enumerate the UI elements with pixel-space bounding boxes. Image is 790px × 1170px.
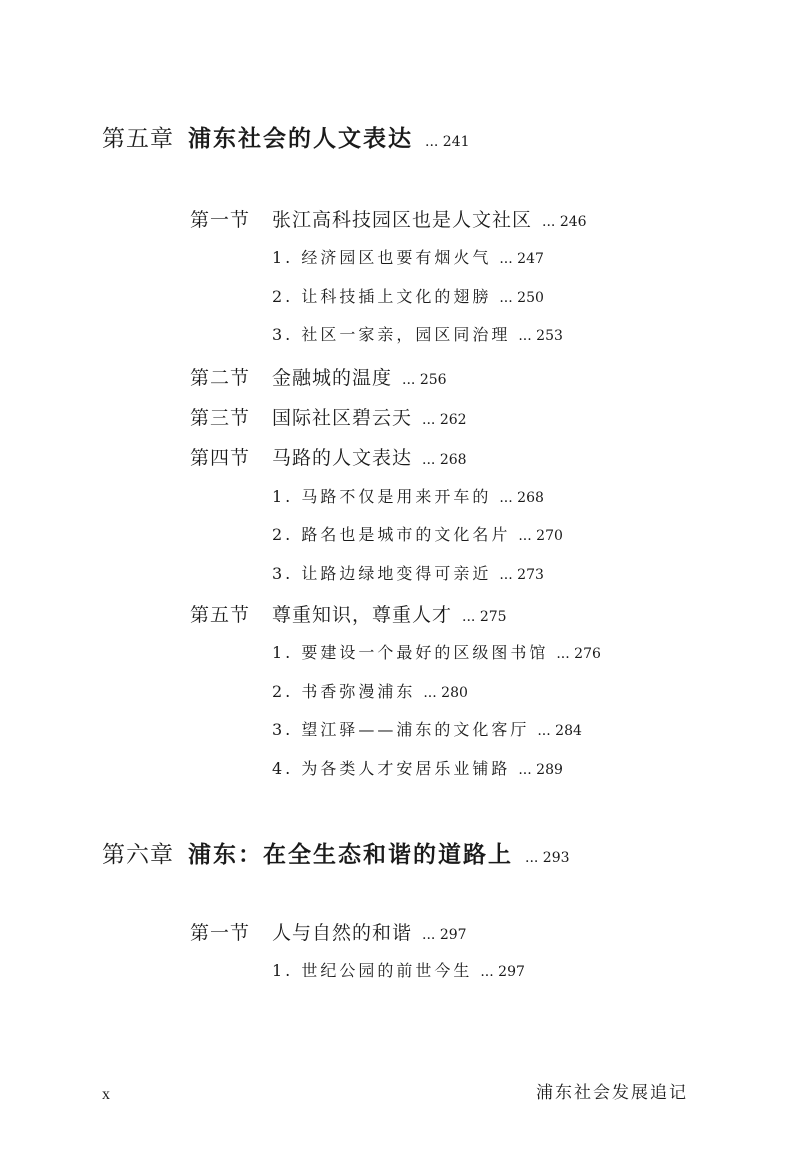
page-number: ... 293 <box>525 850 570 866</box>
section-number: 第四节 <box>190 447 251 469</box>
page-number: ... 297 <box>480 964 525 980</box>
page-number: ... 289 <box>518 762 563 778</box>
toc-item <box>272 484 544 507</box>
toc-item <box>272 322 563 345</box>
section-title: 金融城的温度 <box>272 367 393 389</box>
toc-item <box>272 284 544 307</box>
toc-item <box>272 679 468 702</box>
page-number: ... 262 <box>422 412 467 428</box>
item-title: 2. 路名也是城市的文化名片 <box>272 525 511 544</box>
toc-item <box>272 522 563 545</box>
section-title: 人与自然的和谐 <box>272 922 413 944</box>
page-number: ... 276 <box>556 646 601 662</box>
toc-item <box>272 561 544 584</box>
item-title: 3. 让路边绿地变得可亲近 <box>272 564 492 583</box>
running-footer-book-title: 浦东社会发展追记 <box>536 1083 688 1103</box>
toc-chapter <box>102 836 570 869</box>
page-number: ... 268 <box>499 490 544 506</box>
item-title: 4. 为各类人才安居乐业铺路 <box>272 759 511 778</box>
toc-item <box>272 245 544 268</box>
section-title: 国际社区碧云天 <box>272 407 413 429</box>
chapter-title: 浦东社会的人文表达 <box>188 126 413 152</box>
item-title: 3. 社区一家亲，园区同治理 <box>272 325 511 344</box>
page-number: ... 247 <box>499 251 544 267</box>
toc-chapter <box>102 120 470 153</box>
toc-section <box>190 918 467 945</box>
chapter-number: 第六章 <box>102 842 174 868</box>
toc-section <box>190 363 447 390</box>
section-title: 马路的人文表达 <box>272 447 413 469</box>
page-number: ... 268 <box>422 452 467 468</box>
toc-section <box>190 205 587 232</box>
page-number: ... 270 <box>518 528 563 544</box>
item-title: 1. 要建设一个最好的区级图书馆 <box>272 643 549 662</box>
section-number: 第一节 <box>190 209 251 231</box>
toc-section <box>190 600 507 627</box>
page-number: ... 246 <box>542 214 587 230</box>
item-title: 1. 世纪公园的前世今生 <box>272 961 473 980</box>
item-title: 2. 书香弥漫浦东 <box>272 682 416 701</box>
page-number: ... 275 <box>462 609 507 625</box>
section-number: 第三节 <box>190 407 251 429</box>
section-title: 张江高科技园区也是人文社区 <box>272 209 533 231</box>
toc-section <box>190 443 467 470</box>
item-title: 1. 马路不仅是用来开车的 <box>272 487 492 506</box>
page-number: ... 284 <box>537 723 582 739</box>
page-number: ... 297 <box>422 927 467 943</box>
section-number: 第二节 <box>190 367 251 389</box>
chapter-number: 第五章 <box>102 126 174 152</box>
page-number: ... 273 <box>499 567 544 583</box>
page-number: ... 280 <box>423 685 468 701</box>
page-number: ... 250 <box>499 290 544 306</box>
page-number: ... 241 <box>425 134 470 150</box>
section-number: 第五节 <box>190 604 251 626</box>
item-title: 3. 望江驿——浦东的文化客厅 <box>272 720 530 739</box>
chapter-title: 浦东：在全生态和谐的道路上 <box>188 842 513 868</box>
page-number: ... 253 <box>518 328 563 344</box>
folio-page-number: x <box>102 1086 110 1103</box>
toc-section <box>190 403 467 430</box>
section-title: 尊重知识，尊重人才 <box>272 604 453 626</box>
section-number: 第一节 <box>190 922 251 944</box>
toc-item <box>272 958 525 981</box>
toc-item <box>272 756 563 779</box>
toc-item <box>272 640 601 663</box>
item-title: 2. 让科技插上文化的翅膀 <box>272 287 492 306</box>
page-number: ... 256 <box>402 372 447 388</box>
toc-item <box>272 717 582 740</box>
item-title: 1. 经济园区也要有烟火气 <box>272 248 492 267</box>
